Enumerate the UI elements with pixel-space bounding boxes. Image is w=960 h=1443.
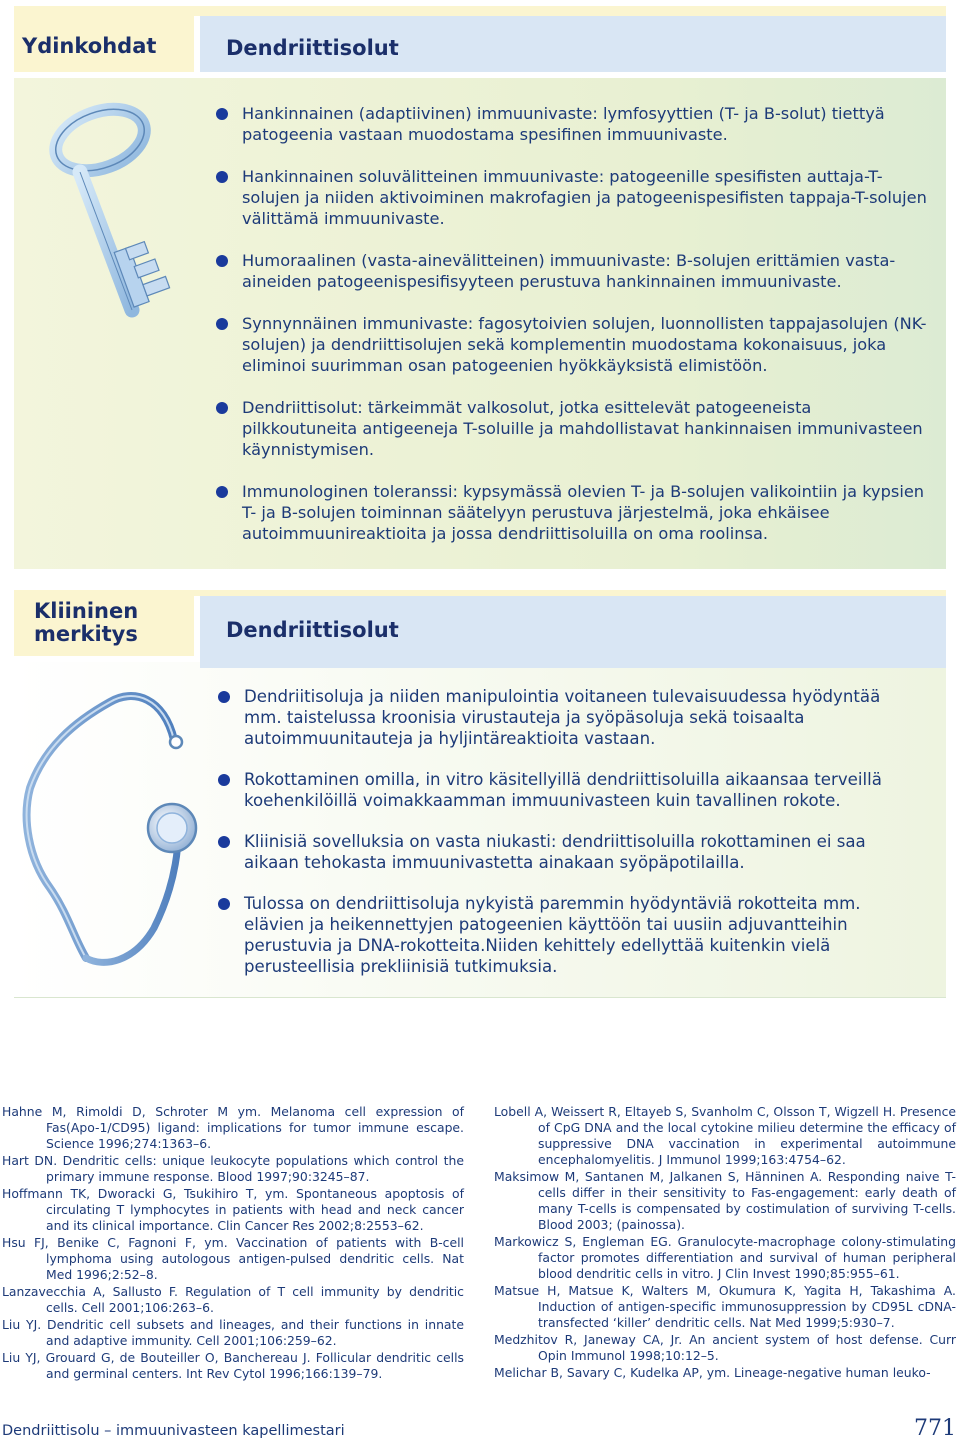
reference-item: Hsu FJ, Benike C, Fagnoni F, ym. Vaccination of patients with B-cell lymphoma using autologous antigen-pulsed dendritic cells. Nat Med 1996;2:52–8. <box>2 1235 464 1282</box>
list-item <box>216 481 928 544</box>
section-title: Dendriittisolut <box>226 618 399 642</box>
reference-item: Markowicz S, Engleman EG. Granulocyte-macrophage colony-stimulating factor promotes differentiation and survival of human peripheral blood dendritic cells in vitro. J Clin Invest 1990;85:955–61. <box>494 1234 956 1281</box>
reference-item: Medzhitov R, Janeway CA, Jr. An ancient system of host defense. Curr Opin Immunol 1998;10:12–5. <box>494 1332 956 1363</box>
bullet-icon <box>216 171 228 183</box>
clinical-list <box>218 686 918 977</box>
list-item <box>218 831 918 873</box>
bullet-icon <box>216 402 228 414</box>
bullet-icon <box>216 318 228 330</box>
section-title: Dendriittisolut <box>226 36 399 60</box>
reference-item: Maksimow M, Santanen M, Jalkanen S, Hänninen A. Responding naive T-cells differ in their sensitivity to Fas-engagement: early death of many T-cells is compensated by costimulation of surviving T-cells. Blood 2003; (painossa). <box>494 1169 956 1232</box>
list-item-text: Dendriitisoluja ja niiden manipulointia voitaneen tulevaisuudessa hyödyntää mm. taistelussa kroonisia virustauteja ja syöpäsoluja sekä toisaalta autoimmuunitauteja ja hyljintäreaktioita vastaan. <box>244 687 881 748</box>
list-item <box>216 103 928 145</box>
list-item-text: Tulossa on dendriittisoluja nykyistä paremmin hyödyntäviä rokotteita mm. elävien ja heikennettyjen patogeenien käyttöön tai uusiin adjuvantteihin perustuvia ja DNA-rokotteita.Niiden kehittely edellyttää kuitenkin vielä perusteellisia prekliinisiä tutkimuksia. <box>244 894 861 976</box>
bullet-icon <box>218 898 230 910</box>
stethoscope-icon <box>14 688 214 978</box>
running-title: Dendriittisolu – immuunivasteen kapellimestari <box>2 1423 345 1439</box>
references-right <box>494 1104 956 1382</box>
bullet-icon <box>218 836 230 848</box>
list-item <box>218 893 918 977</box>
list-item-text: Dendriittisolut: tärkeimmät valkosolut, jotka esittelevät patogeeneista pilkkoutuneita antigeeneja T-soluille ja mahdollistavat hankinnaisen immunivasteen käynnistymisen. <box>242 398 923 459</box>
list-item-text: Hankinnainen soluvälitteinen immuunivaste: patogeenille spesifisten auttaja-T-solujen ja niiden aktivoiminen makrofagien ja patogeenispesifisten tappaja-T-solujen välittämä immuunivaste. <box>242 167 927 228</box>
list-item-text: Rokottaminen omilla, in vitro käsitellyillä dendriittisoluilla aikaansaa terveillä koehenkilöillä voimakkaamman immuunivasteen kuin tavallinen rokote. <box>244 770 882 810</box>
bullet-icon <box>216 486 228 498</box>
bullet-icon <box>218 774 230 786</box>
bullet-icon <box>218 691 230 703</box>
key-points-list <box>216 103 928 544</box>
key-points-label: Ydinkohdat <box>22 34 157 58</box>
reference-item: Hahne M, Rimoldi D, Schroter M ym. Melanoma cell expression of Fas(Apo-1/CD95) ligand: implications for tumor immune escape. Science 1996;274:1363–6. <box>2 1104 464 1151</box>
reference-item: Hoffmann TK, Dworacki G, Tsukihiro T, ym. Spontaneous apoptosis of circulating T lymphocytes in patients with head and neck cancer and its clinical importance. Clin Cancer Res 2002;8:2553–62. <box>2 1186 464 1233</box>
references-left <box>2 1104 464 1383</box>
list-item-text: Immunologinen toleranssi: kypsymässä olevien T- ja B-solujen valikointiin ja kypsien T- ja B-solujen toiminnan säätelyyn perustuva järjestelmä, joka ehkäisee autoimmuunireaktioita ja jossa dendriittisoluilla on oma roolinsa. <box>242 482 925 543</box>
key-icon <box>28 98 198 328</box>
clinical-label-line: merkitys <box>34 622 138 646</box>
list-item-text: Synnynnäinen immunivaste: fagosytoivien solujen, luonnollisten tappajasolujen (NK-solujen) ja dendriittisolujen sekä komplementin muodostama kokonaisuus, joka eliminoi suurimman osan patogeenien hyökkäyksistä elimistöön. <box>242 314 927 375</box>
list-item <box>218 686 918 749</box>
page-number: 771 <box>914 1416 956 1441</box>
reference-item: Hart DN. Dendritic cells: unique leukocyte populations which control the primary immune response. Blood 1997;90:3245–87. <box>2 1153 464 1184</box>
reference-item: Liu YJ, Grouard G, de Bouteiller O, Banchereau J. Follicular dendritic cells and germinal centers. Int Rev Cytol 1996;166:139–79. <box>2 1350 464 1381</box>
reference-item: Matsue H, Matsue K, Walters M, Okumura K, Yagita H, Takashima A. Induction of antigen-specific immunosuppression by CD95L cDNA-transfected ‘killer’ dendritic cells. Nat Med 1999;5:930–7. <box>494 1283 956 1330</box>
list-item <box>216 313 928 376</box>
list-item <box>216 250 928 292</box>
list-item <box>216 397 928 460</box>
reference-item: Lanzavecchia A, Sallusto F. Regulation of T cell immunity by dendritic cells. Cell 2001;106:263–6. <box>2 1284 464 1315</box>
clinical-label-line: Kliininen <box>34 599 139 623</box>
list-item <box>218 769 918 811</box>
reference-item: Lobell A, Weissert R, Eltayeb S, Svanholm C, Olsson T, Wigzell H. Presence of CpG DNA and the local cytokine milieu determine the efficacy of suppressive DNA vaccination in experimental autoimmune encephalomyelitis. J Immunol 1999;163:4754–62. <box>494 1104 956 1167</box>
bullet-icon <box>216 255 228 267</box>
clinical-label <box>34 600 138 646</box>
list-item-text: Humoraalinen (vasta-ainevälitteinen) immuunivaste: B-solujen erittämien vasta-aineiden patogeenispesifisyyteen perustuva hankinnainen immuunivaste. <box>242 251 896 291</box>
reference-item: Liu YJ. Dendritic cell subsets and lineages, and their functions in innate and adaptive immunity. Cell 2001;106:259–62. <box>2 1317 464 1348</box>
top-strip <box>14 590 946 596</box>
list-item <box>216 166 928 229</box>
list-item-text: Kliinisiä sovelluksia on vasta niukasti: dendriittisoluilla rokottaminen ei saa aikaan tehokasta immuunivastetta ainakaan syöpäpotilailla. <box>244 832 866 872</box>
reference-item: Melichar B, Savary C, Kudelka AP, ym. Lineage-negative human leuko- <box>494 1365 931 1380</box>
top-strip <box>14 6 946 16</box>
list-item-text: Hankinnainen (adaptiivinen) immuunivaste: lymfosyyttien (T- ja B-solut) tiettyä patogeenia vastaan muodostama spesifinen immuunivaste. <box>242 104 885 144</box>
bullet-icon <box>216 108 228 120</box>
